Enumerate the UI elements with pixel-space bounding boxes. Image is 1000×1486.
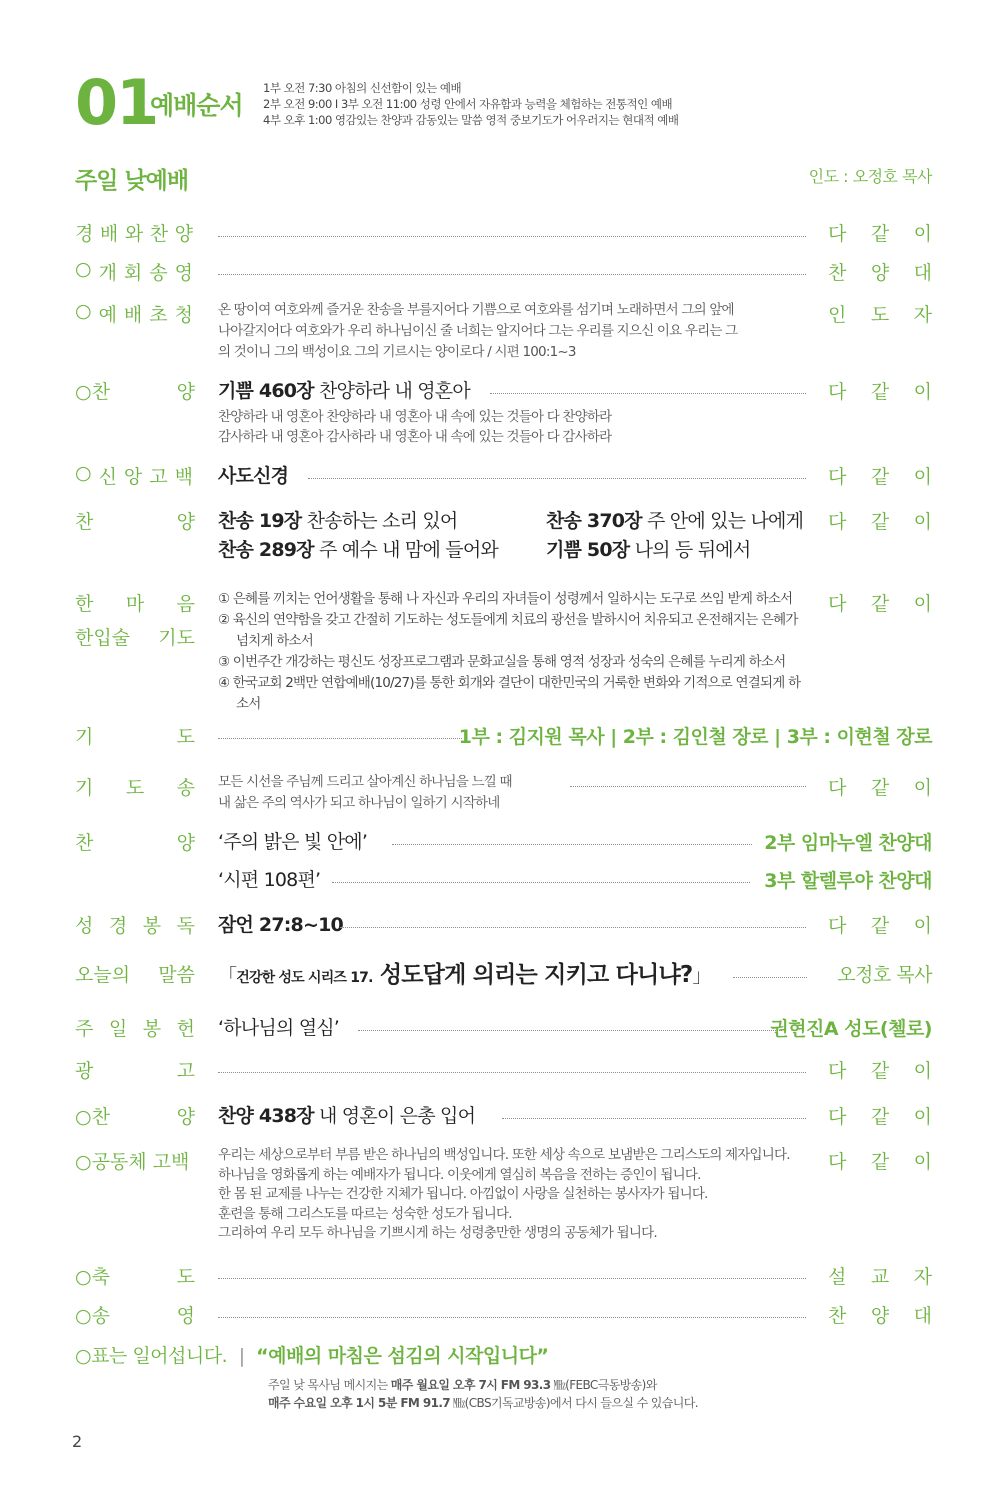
leader-dots [218, 1072, 806, 1073]
call-to-worship-text: 온 땅이여 여호와께 즐거운 찬송을 부를지어다 기쁨으로 여호와를 섬기며 노래하면서 그의 앞에 나아갈지어다 여호와가 우리 하나님이신 줄 너희는 알지어다 그는 우리를 지으신 이요 우리는 그 의 것이니 그의 백성이요 그의 기르시는 양이로다 / 시편 100:1~3 [218, 302, 738, 360]
choir-name: 3부 할렐루야 찬양대 [764, 870, 932, 892]
service-leader: 인도 : 오정호 목사 [808, 167, 932, 186]
section-title: 예배순서 [150, 91, 243, 120]
anthem-title: ‘시편 108편’ [218, 869, 321, 891]
leader-dots [218, 738, 462, 739]
hymn-line: 찬송 289장 주 예수 내 맘에 들어와 [218, 539, 498, 561]
preacher: 오정호 목사 [837, 964, 932, 986]
broadcast-info: 주일 낮 목사님 메시지는 매주 월요일 오후 7시 FM 93.3 ㎒(FEBC극동방송)와 매주 수요일 오후 1시 5분 FM 91.7 ㎒(CBS기독교방송)에서 다시 들으실 수 있습니다. [268, 1378, 698, 1410]
hymn-line: 찬송 370장 주 안에 있는 나에게 [546, 510, 804, 532]
leader-dots [502, 1118, 806, 1119]
item-role: 다 같 이 [828, 1106, 932, 1128]
leader-dots [358, 1030, 782, 1031]
item-role: 다 같 이 [828, 466, 932, 488]
page-number: 2 [72, 1432, 83, 1451]
leader-dots [570, 786, 806, 787]
service-time-line: 2부 오전 9:00 I 3부 오전 11:00 성령 안에서 자유함과 능력을 체험하는 전통적인 예배 [263, 97, 673, 111]
item-label: 찬 양 [75, 832, 195, 854]
leader-dots [308, 478, 806, 479]
service-times [263, 80, 678, 128]
section-number: 01 [75, 66, 158, 139]
service-title: 주일 낮예배 [75, 168, 189, 194]
prayer-item: ③ 이번주간 개강하는 평신도 성장프로그램과 문화교실을 통해 영적 성장과 성숙의 은혜를 누리게 하소서 [218, 654, 786, 670]
item-role: 다 같 이 [828, 1060, 932, 1082]
item-role: 다 같 이 [828, 915, 932, 937]
item-label: 경 배 와 찬 양 [75, 223, 195, 245]
item-label: ○축 도 [75, 1266, 195, 1288]
choir-name: 2부 임마누엘 찬양대 [764, 832, 932, 854]
item-label: 한 마 음 [75, 593, 195, 615]
item-role: 찬 양 대 [828, 1305, 932, 1327]
community-confession: 우리는 세상으로부터 부름 받은 하나님의 백성입니다. 또한 세상 속으로 보냄받은 그리스도의 제자입니다. 하나님을 영화롭게 하는 예배자가 됩니다. 이웃에게 열심히 복음을 전하는 증인이 됩니다. 한 몸 된 교제를 나누는 건강한 지체가 됩니다. 아낌없이 사랑을 실천하는 봉사자가 됩니다. 훈련을 통해 그리스도를 따르는 성숙한 성도가 됩니다. 그리하여 우리 모두 하나님을 기쁘시게 하는 성령충만한 생명의 공동체가 됩니다. [218, 1147, 790, 1241]
item-label: 주 일 봉 헌 [75, 1018, 195, 1040]
hymn-line: 찬송 19장 찬송하는 소리 있어 [218, 510, 458, 532]
prayer-item: ④ 한국교회 2백만 연합예배(10/27)를 통한 회개와 결단이 대한민국의 거룩한 변화와 기적으로 연결되게 하소서 [218, 675, 801, 712]
item-label: ○ 신 앙 고 백 [75, 462, 195, 488]
hymn-lyrics: 찬양하라 내 영혼아 찬양하라 내 영혼아 내 속에 있는 것들아 다 찬양하라 감사하라 내 영혼아 감사하라 내 영혼아 내 속에 있는 것들아 다 감사하라 [218, 409, 612, 445]
item-role: 설 교 자 [828, 1266, 932, 1288]
item-label: ○ 개 회 송 영 [75, 258, 195, 284]
item-role: 다 같 이 [828, 511, 932, 533]
hymn-line: 기쁨 460장 찬양하라 내 영혼아 [218, 380, 470, 402]
leader-dots [340, 927, 806, 928]
leader-dots [218, 236, 806, 237]
leader-dots [733, 977, 807, 978]
closing-quote: “예배의 마침은 섬김의 시작입니다” [256, 1345, 549, 1367]
prayer-list [218, 589, 810, 715]
sermon-title: 「건강한 성도 시리즈 17. 성도답게 의리는 지키고 다니냐?」 [218, 962, 711, 988]
item-role: 다 같 이 [828, 593, 932, 615]
leader-dots [218, 1278, 806, 1279]
item-label: ○찬 양 [75, 1106, 195, 1128]
item-label: ○찬 양 [75, 381, 195, 403]
item-label: ○공동체 고백 [75, 1151, 190, 1173]
item-label: ○송 영 [75, 1305, 195, 1327]
prayer-item: ② 육신의 연약함을 갖고 간절히 기도하는 성도들에게 치료의 광선을 발하시어 치유되고 온전해지는 은혜가 넘치게 하소서 [218, 612, 798, 649]
item-role: 다 같 이 [828, 381, 932, 403]
leader-dots [392, 844, 752, 845]
creed-name: 사도신경 [218, 465, 289, 487]
item-role: 찬 양 대 [828, 262, 932, 284]
item-label: 기 도 [75, 726, 195, 748]
item-label: 한입술 기도 [75, 627, 195, 649]
scripture-reference: 잠언 27:8~10 [218, 914, 343, 936]
leader-dots [218, 1317, 806, 1318]
leader-dots [490, 393, 806, 394]
item-role: 다 같 이 [828, 1151, 932, 1173]
anthem-title: ‘주의 밝은 빛 안에’ [218, 831, 368, 853]
service-time-line: 4부 오후 1:00 영감있는 찬양과 감동있는 말씀 영적 중보기도가 어우러지는 현대적 예배 [263, 113, 679, 127]
item-label: ○ 예 배 초 청 [75, 300, 195, 326]
closing-line: ○표는 일어섭니다. | “예배의 마침은 섬김의 시작입니다” [75, 1345, 549, 1367]
item-label: 오늘의 말씀 [75, 964, 195, 986]
offertory-title: ‘하나님의 열심’ [218, 1017, 340, 1039]
item-label: 성 경 봉 독 [75, 915, 195, 937]
hymn-line: 기쁨 50장 나의 등 뒤에서 [546, 539, 751, 561]
item-role: 다 같 이 [828, 777, 932, 799]
item-role: 인 도 자 [828, 304, 932, 326]
item-label: 찬 양 [75, 511, 195, 533]
leader-dots [332, 882, 750, 883]
item-label: 광 고 [75, 1060, 195, 1082]
offertory-performer: 권현진A 성도(첼로) [770, 1018, 932, 1040]
item-role: 다 같 이 [828, 223, 932, 245]
hymn-line: 찬양 438장 내 영혼이 은총 입어 [218, 1105, 476, 1127]
item-label: 기 도 송 [75, 777, 195, 799]
standing-note: ○표는 일어섭니다. [75, 1345, 228, 1367]
leader-dots [218, 274, 806, 275]
prayer-leaders: 1부 : 김지원 목사 | 2부 : 김인철 장로 | 3부 : 이현철 장로 [458, 726, 932, 748]
service-time-line: 1부 오전 7:30 아침의 신선함이 있는 예배 [263, 81, 462, 95]
prayer-song-lyrics: 모든 시선을 주님께 드리고 살아계신 하나님을 느낄 때 내 삶은 주의 역사가 되고 하나님이 일하기 시작하네 [218, 774, 512, 811]
prayer-item: ① 은혜를 끼치는 언어생활을 통해 나 자신과 우리의 자녀들이 성령께서 일하시는 도구로 쓰임 받게 하소서 [218, 591, 793, 607]
